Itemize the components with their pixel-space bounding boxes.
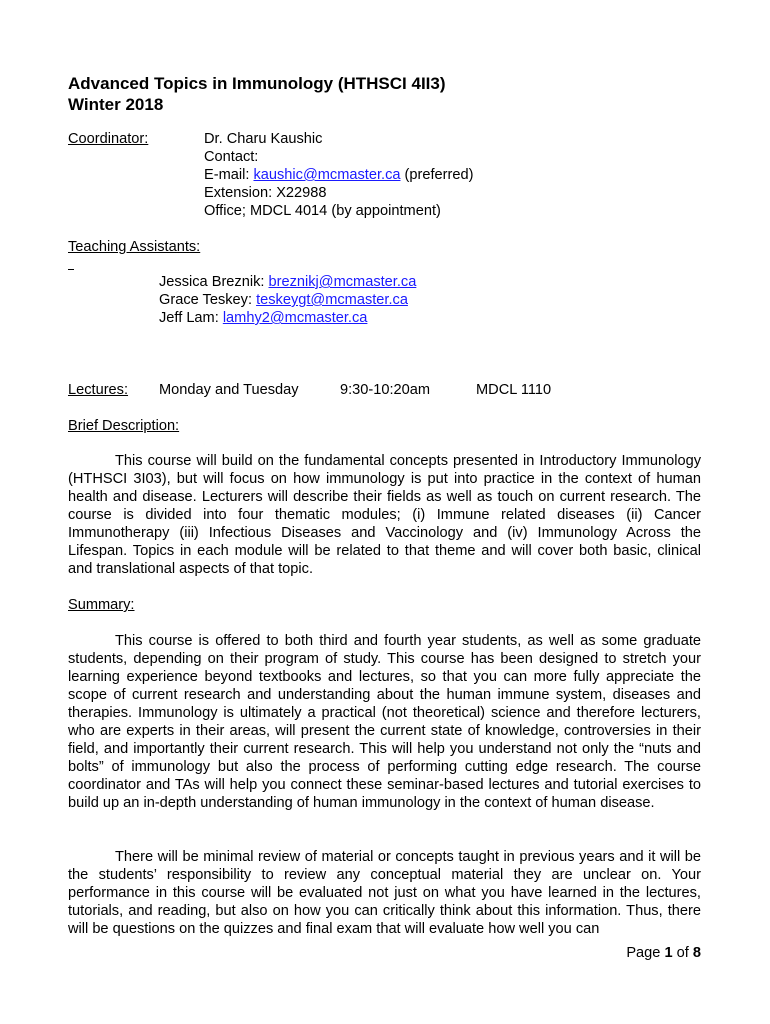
ta-list-item: [159, 273, 416, 291]
blank-underline-mark: [68, 269, 74, 270]
ta-name: Grace Teskey:: [159, 292, 257, 308]
ta-email-link[interactable]: lamhy2@mcmaster.ca: [222, 310, 368, 326]
page-total: 8: [692, 945, 701, 961]
summary-paragraph-2: There will be minimal review of material or concepts taught in previous years and it will be the students’ responsibility to review any conceptual material they are unclear on. Your performance in this course will be evaluated not just on what you have learned in the lectures, tutorials, and reading, but also on how you can critically think about this information. Thus, there will be questions on the quizzes and final exam that will evaluate how well you can: [68, 849, 701, 937]
lecture-days: Monday and Tuesday: [159, 382, 299, 398]
ta-list-item: [159, 291, 408, 309]
brief-description-text: This course will build on the fundamental concepts presented in Introductory Immunology (HTHSCI 3I03), but will focus on how immunology is put into practice in the context of human health and disease. Lecturers will describe their fields as well as touch on current research. The course is divided into four thematic modules; (i) Immune related diseases (ii) Cancer Immunotherapy (iii) Infectious Diseases and Vaccinology and (iv) Immunology Across the Lifespan. Topics in each module will be related to that theme and will cover both basic, clinical and translational aspects of that topic.: [68, 453, 701, 577]
summary-label: Summary:: [68, 597, 135, 613]
coordinator-email-link[interactable]: kaushic@mcmaster.ca: [253, 167, 401, 183]
ta-name: Jeff Lam:: [159, 310, 223, 326]
lecture-room: MDCL 1110: [476, 382, 552, 398]
lecture-time: 9:30-10:20am: [340, 382, 431, 398]
ta-email-link[interactable]: breznikj@mcmaster.ca: [268, 274, 417, 290]
coordinator-name: Dr. Charu Kaushic: [204, 131, 323, 147]
contact-label: Contact:: [204, 149, 259, 165]
summary-paragraph-1: This course is offered to both third and fourth year students, as well as some graduate students, depending on their program of study. This course has been designed to stretch your learning experience beyond textbooks and lectures, so that you can more fully appreciate the scope of current research and understanding about the human immune system, diseases and therapies. Immunology is ultimately a practical (not theoretical) science and therefore lecturers, who are experts in their areas, will present the current state of knowledge, controversies in their field, and importantly their current research. This will help you understand not only the “nuts and bolts” of immunology but also the process of performing cutting edge research. The course coordinator and TAs will help you connect these seminar-based lectures and tutorial exercises to build up an in-depth understanding of human immunology in the context of human disease.: [68, 633, 701, 811]
ta-name: Jessica Breznik:: [159, 274, 269, 290]
lectures-label: Lectures:: [68, 382, 129, 398]
ta-list-item: [159, 309, 367, 327]
page-number: [626, 944, 701, 962]
coordinator-office: Office; MDCL 4014 (by appointment): [204, 203, 441, 219]
page-current: 1: [664, 945, 673, 961]
page-label: Page: [626, 945, 665, 961]
coordinator-email-line: [204, 166, 473, 184]
email-prefix: E-mail:: [204, 167, 254, 183]
brief-description-label: Brief Description:: [68, 418, 180, 434]
coordinator-extension: Extension: X22988: [204, 185, 327, 201]
term-title: Winter 2018: [68, 95, 164, 114]
course-title: Advanced Topics in Immunology (HTHSCI 4II3): [68, 74, 446, 93]
email-suffix: (preferred): [400, 167, 474, 183]
coordinator-label: Coordinator:: [68, 131, 149, 147]
teaching-assistants-label: Teaching Assistants:: [68, 239, 201, 255]
page-of: of: [672, 945, 693, 961]
ta-email-link[interactable]: teskeygt@mcmaster.ca: [256, 292, 408, 308]
